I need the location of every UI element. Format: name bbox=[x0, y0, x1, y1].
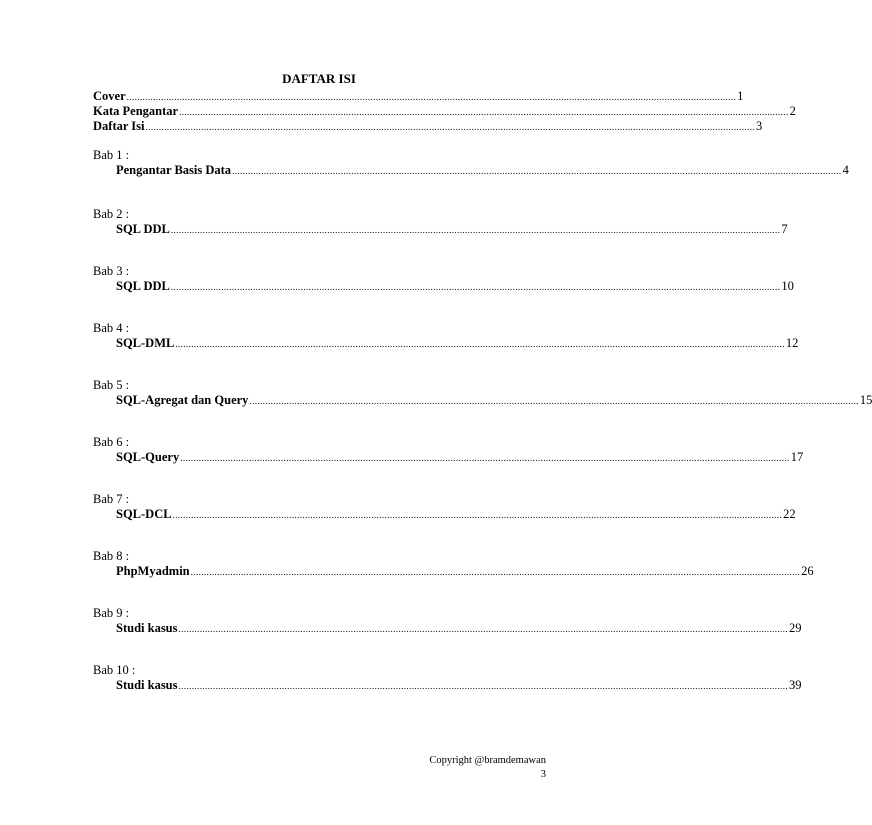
dot-leader: ...................................................................................................................................................................................................................................... bbox=[172, 510, 783, 520]
toc-entry-page: 39 bbox=[789, 678, 802, 692]
toc-entry-chapter[interactable] bbox=[116, 163, 849, 179]
toc-entry-label: SQL DDL bbox=[116, 222, 170, 236]
toc-entry-page: 7 bbox=[781, 222, 788, 236]
toc-entry-chapter[interactable] bbox=[116, 564, 814, 580]
toc-entry-page: 2 bbox=[789, 104, 796, 118]
chapter-number: Bab 8 : bbox=[93, 549, 130, 563]
toc-entry-label: Studi kasus bbox=[116, 621, 178, 635]
dot-leader: ...................................................................................................................................................................................................................................... bbox=[179, 107, 789, 117]
dot-leader: ...................................................................................................................................................................................................................................... bbox=[170, 225, 781, 235]
dot-leader: ...................................................................................................................................................................................................................................... bbox=[145, 122, 756, 132]
toc-entry-chapter[interactable] bbox=[116, 621, 802, 637]
toc-entry-label: SQL-DML bbox=[116, 336, 175, 350]
chapter-number: Bab 10 : bbox=[93, 663, 136, 677]
toc-entry-label: Cover bbox=[93, 89, 126, 103]
chapter-number: Bab 4 : bbox=[93, 321, 130, 335]
toc-entry-page: 12 bbox=[785, 336, 799, 350]
toc-entry-label: Studi kasus bbox=[116, 678, 178, 692]
toc-entry-daftar-isi[interactable] bbox=[93, 119, 763, 135]
chapter-number: Bab 5 : bbox=[93, 378, 130, 392]
toc-entry-label: SQL-Agregat dan Query bbox=[116, 393, 249, 407]
dot-leader: ...................................................................................................................................................................................................................................... bbox=[232, 166, 842, 176]
toc-entry-page: 15 bbox=[859, 393, 872, 407]
toc-entry-page: 22 bbox=[783, 507, 796, 521]
chapter-number: Bab 9 : bbox=[93, 606, 130, 620]
chapter-number: Bab 6 : bbox=[93, 435, 130, 449]
toc-entry-chapter[interactable] bbox=[116, 507, 796, 523]
toc-entry-chapter[interactable] bbox=[116, 393, 872, 409]
page-title: DAFTAR ISI bbox=[282, 71, 356, 86]
toc-entry-chapter[interactable] bbox=[116, 279, 794, 295]
toc-entry-cover[interactable] bbox=[93, 89, 744, 105]
chapter-number: Bab 7 : bbox=[93, 492, 130, 506]
toc-entry-label: SQL-Query bbox=[116, 450, 180, 464]
toc-entry-page: 10 bbox=[781, 279, 794, 293]
chapter-number: Bab 1 : bbox=[93, 148, 130, 162]
dot-leader: ...................................................................................................................................................................................................................................... bbox=[126, 92, 737, 102]
toc-entry-label: SQL-DCL bbox=[116, 507, 172, 521]
dot-leader: ...................................................................................................................................................................................................................................... bbox=[190, 567, 801, 577]
dot-leader: ...................................................................................................................................................................................................................................... bbox=[180, 453, 790, 463]
dot-leader: ...................................................................................................................................................................................................................................... bbox=[170, 282, 781, 292]
toc-entry-chapter[interactable] bbox=[116, 450, 804, 466]
toc-entry-kata-pengantar[interactable] bbox=[93, 104, 796, 120]
toc-entry-label: SQL DDL bbox=[116, 279, 170, 293]
toc-entry-chapter[interactable] bbox=[116, 222, 788, 238]
toc-entry-page: 1 bbox=[737, 89, 744, 103]
dot-leader: ...................................................................................................................................................................................................................................... bbox=[178, 624, 788, 634]
toc-entry-page: 3 bbox=[756, 119, 763, 133]
footer-page-number: 3 bbox=[540, 769, 546, 780]
toc-entry-page: 26 bbox=[801, 564, 814, 578]
toc-entry-label: Pengantar Basis Data bbox=[116, 163, 232, 177]
dot-leader: ...................................................................................................................................................................................................................................... bbox=[249, 396, 859, 406]
toc-entry-page: 29 bbox=[789, 621, 802, 635]
chapter-number: Bab 2 : bbox=[93, 207, 130, 221]
toc-entry-label: PhpMyadmin bbox=[116, 564, 190, 578]
toc-entry-page: 4 bbox=[842, 163, 849, 177]
dot-leader: ...................................................................................................................................................................................................................................... bbox=[175, 339, 785, 349]
toc-entry-chapter[interactable] bbox=[116, 336, 799, 352]
toc-entry-chapter[interactable] bbox=[116, 678, 802, 694]
dot-leader: ...................................................................................................................................................................................................................................... bbox=[178, 681, 788, 691]
chapter-number: Bab 3 : bbox=[93, 264, 130, 278]
footer-copyright: Copyright @bramdemawan bbox=[429, 755, 546, 766]
toc-entry-label: Kata Pengantar bbox=[93, 104, 179, 118]
toc-entry-label: Daftar Isi bbox=[93, 119, 145, 133]
toc-entry-page: 17 bbox=[790, 450, 804, 464]
